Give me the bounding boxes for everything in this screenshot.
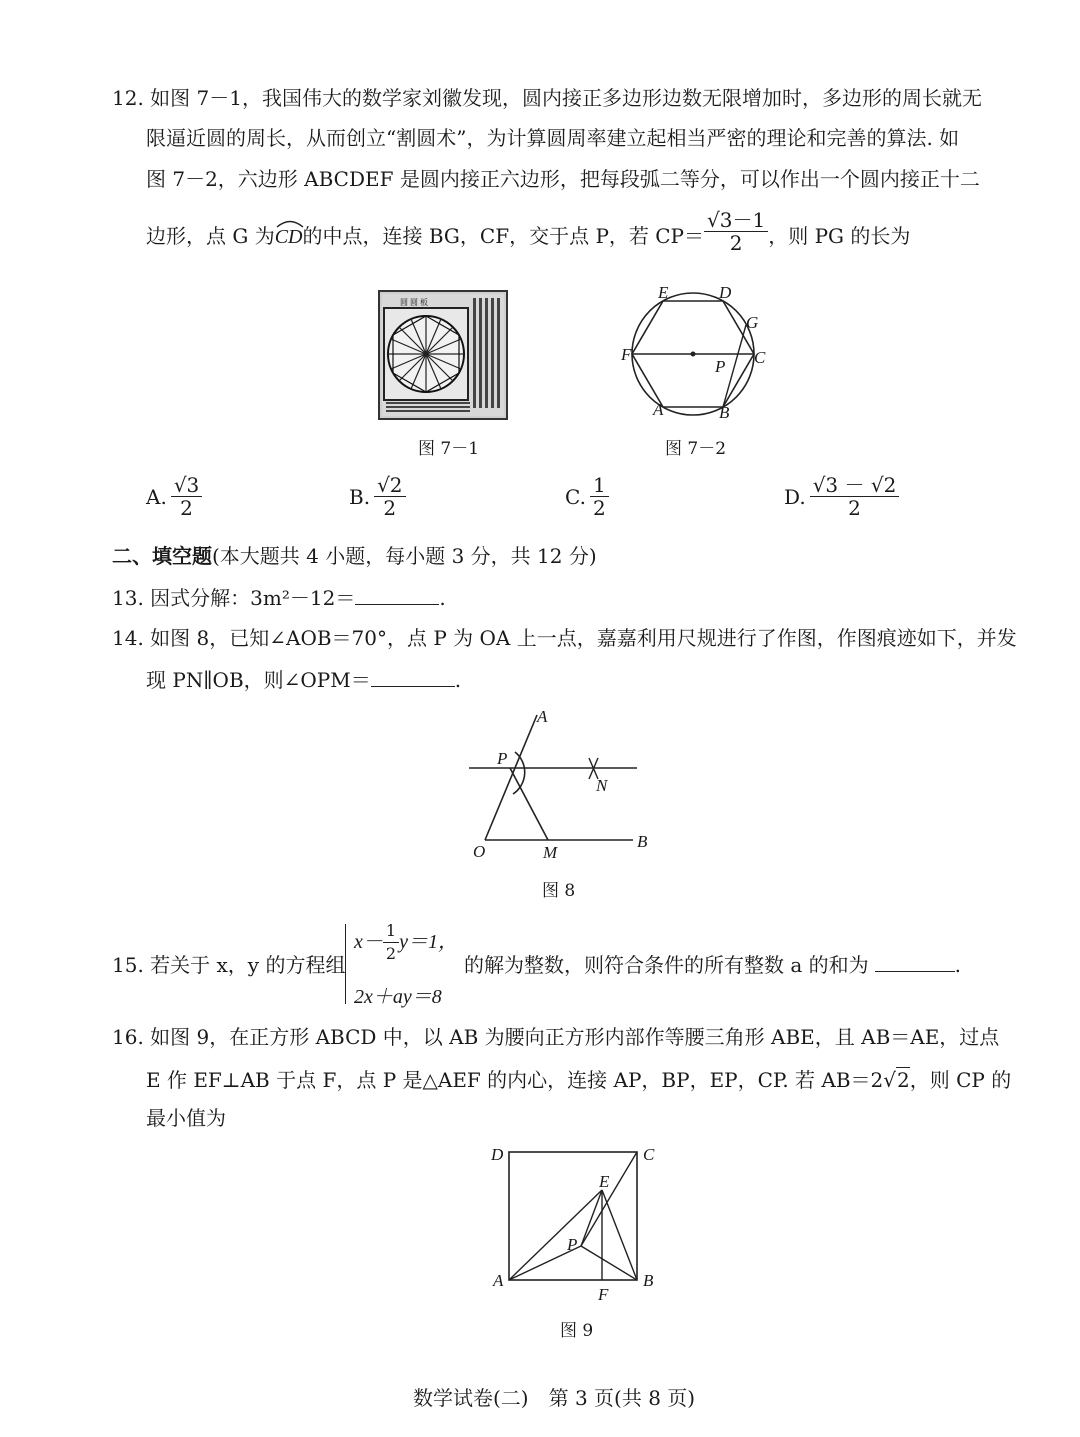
figure-9 <box>485 1140 665 1305</box>
figure-8-caption: 图 8 <box>542 881 576 901</box>
option-b[interactable]: B. $\frac{√2}{2}$ <box>349 474 406 519</box>
figure-7-2 <box>615 280 780 430</box>
q16-line-3: 最小值为 <box>146 1106 226 1130</box>
q15-prefix: 15. 若关于 x，y 的方程组 <box>112 953 346 977</box>
q15-suffix: 的解为整数，则符合条件的所有整数 a 的和为 . <box>464 953 961 977</box>
svg-text:M: M <box>543 843 558 862</box>
arc-mark-icon <box>275 218 305 228</box>
q16-line-1: 16. 如图 9，在正方形 ABCD 中，以 AB 为腰向正方形内部作等腰三角形 ABE，且 AB＝AE，过点 <box>112 1025 1000 1049</box>
svg-text:B: B <box>719 403 730 422</box>
option-d[interactable]: D. $\frac{√3 - √2}{2}$ <box>784 474 899 519</box>
svg-text:P: P <box>567 1235 578 1254</box>
svg-text:G: G <box>746 313 759 332</box>
option-b-fraction: $\frac{√2}{2}$ <box>374 474 405 519</box>
figure-9-caption: 图 9 <box>560 1321 594 1341</box>
option-a[interactable]: A. $\frac{√3}{2}$ <box>146 474 202 519</box>
svg-text:B: B <box>643 1271 654 1290</box>
svg-text:E: E <box>599 1172 610 1191</box>
svg-text:D: D <box>719 283 732 302</box>
svg-text:A: A <box>493 1271 504 1290</box>
q15-half-fraction: $\frac{1}{2}$ <box>383 920 399 965</box>
svg-text:F: F <box>621 345 632 364</box>
figure-7-2-caption: 图 7－2 <box>665 439 727 459</box>
liu-hui-diagram-image <box>380 292 506 418</box>
figure-7-1-caption: 图 7－1 <box>418 439 480 459</box>
svg-text:E: E <box>658 283 669 302</box>
q15-equation-2: 2x＋ay＝8 <box>354 986 442 1008</box>
section-2-desc: (本大题共 4 小题，每小题 3 分，共 12 分) <box>212 544 597 568</box>
svg-text:A: A <box>537 707 548 726</box>
figure-8 <box>455 700 665 870</box>
system-brace <box>345 924 346 1004</box>
option-c-fraction: $\frac{1}{2}$ <box>590 474 609 519</box>
q12-line-3: 图 7－2，六边形 ABCDEF 是圆内接正六边形，把每段弧二等分，可以作出一个圆内接正十二 <box>146 167 980 191</box>
q14-line-1: 14. 如图 8，已知∠AOB＝70°，点 P 为 OA 上一点，嘉嘉利用尺规进行了作图，作图痕迹如下，并发 <box>112 626 1017 650</box>
q12-line-4 <box>146 208 911 255</box>
figure-7-1-photo <box>378 290 508 420</box>
q12-line-4-a: 边形，点 G 为 <box>146 224 275 248</box>
q13: 13. 因式分解：3m²－12＝ . <box>112 586 446 610</box>
q13-answer-blank[interactable] <box>355 600 439 605</box>
svg-text:P: P <box>715 357 726 376</box>
q15-answer-blank[interactable] <box>875 967 955 972</box>
q14-line-2: 现 PN∥OB，则∠OPM＝ . <box>146 668 462 692</box>
svg-text:C: C <box>754 348 766 367</box>
cp-fraction: $\frac{√3-1}{2}$ <box>704 209 768 254</box>
svg-text:N: N <box>596 776 608 795</box>
option-c[interactable]: C. $\frac{1}{2}$ <box>565 474 609 519</box>
svg-text:圆 圆 板: 圆 圆 板 <box>400 298 428 307</box>
section-2-title: 二、填空题 <box>112 544 212 568</box>
q13-text: 13. 因式分解：3m²－12＝ <box>112 586 356 610</box>
sqrt-2: √2 <box>883 1068 910 1092</box>
svg-text:P: P <box>497 749 508 768</box>
q14-answer-blank[interactable] <box>371 682 455 687</box>
svg-text:D: D <box>491 1145 504 1164</box>
svg-text:B: B <box>637 832 648 851</box>
q15-equation-1: x－ $\frac{1}{2}$ y＝1， <box>354 921 458 963</box>
q12-line-4-b: 的中点，连接 BG，CF，交于点 P，若 CP＝ <box>302 224 705 248</box>
arc-cd: CD <box>275 222 303 251</box>
q12-line-4-c: ，则 PG 的长为 <box>768 224 911 248</box>
q12-line-1: 12. 如图 7－1，我国伟大的数学家刘徽发现，圆内接正多边形边数无限增加时，多边形的周长就无 <box>112 86 982 110</box>
svg-text:O: O <box>473 842 486 861</box>
q12-line-2: 限逼近圆的周长，从而创立“割圆术”，为计算圆周率建立起相当严密的理论和完善的算法. 如 <box>146 126 960 150</box>
option-d-fraction: $\frac{√3 - √2}{2}$ <box>810 474 900 519</box>
option-a-fraction: $\frac{√3}{2}$ <box>171 474 202 519</box>
section-2-header <box>112 542 597 570</box>
svg-text:F: F <box>598 1285 609 1304</box>
svg-text:C: C <box>643 1145 655 1164</box>
svg-text:A: A <box>653 400 664 419</box>
q16-line-2: E 作 EF⊥AB 于点 F，点 P 是△AEF 的内心，连接 AP，BP，EP，CP. 若 AB＝2√2，则 CP 的 <box>146 1068 1012 1092</box>
page-footer: 数学试卷(二) 第 3 页(共 8 页) <box>413 1386 696 1410</box>
